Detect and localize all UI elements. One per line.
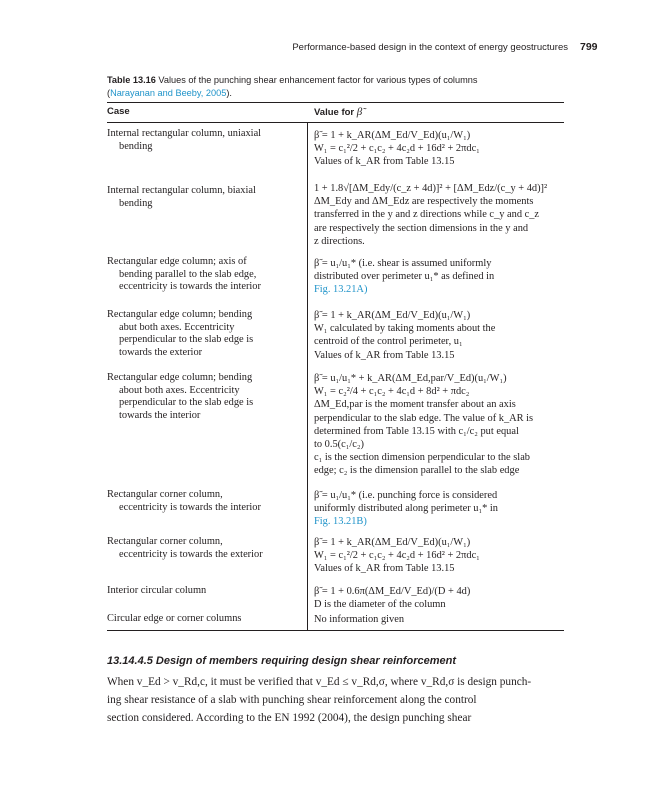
section-heading: 13.14.4.5 Design of members requiring design shear reinforcement — [107, 655, 457, 667]
value-text: Values of k_AR from Table 13.15 — [314, 156, 455, 168]
case-text: Circular edge or corner columns — [107, 613, 242, 624]
table-row-value — [314, 489, 566, 529]
table-row-value — [314, 536, 566, 576]
value-text: W₁ = c₁²/2 + c₁c₂ + 4c₂d + 16d² + 2πdc₁ — [314, 550, 480, 562]
value-text: No information given — [314, 614, 405, 625]
case-text: perpendicular to the slab edge is — [119, 334, 254, 346]
page-number: 799 — [580, 41, 598, 53]
value-text: z directions. — [314, 235, 365, 247]
value-text: determined from Table 13.15 with c₁/c₂ put equal — [314, 425, 519, 437]
case-text: abut both axes. Eccentricity — [119, 321, 235, 333]
body-paragraph — [107, 673, 567, 727]
value-text: edge; c₂ is the dimension parallel to the slab edge — [314, 465, 520, 477]
value-text: Values of k_AR from Table 13.15 — [314, 349, 455, 361]
case-text: Rectangular edge column; bending — [107, 309, 253, 320]
value-text: W₁ = c₁²/2 + c₁c₂ + 4c₂d + 16d² + 2πdc₁ — [314, 143, 480, 155]
value-text: Values of k_AR from Table 13.15 — [314, 563, 455, 575]
case-text: perpendicular to the slab edge is — [119, 397, 254, 409]
table-column-divider — [307, 123, 308, 631]
table-row-case — [107, 256, 299, 294]
value-text: β̃ = 1 + k_AR(ΔM_Ed/V_Ed)(u₁/W₁) — [314, 310, 471, 321]
table-title: Values of the punching shear enhancement factor for various types of columns — [158, 75, 478, 85]
value-text: ΔM_Edy and ΔM_Edz are respectively the moments — [314, 196, 534, 208]
table-row-case — [107, 128, 299, 153]
value-text: W₁ calculated by taking moments about the — [314, 323, 496, 335]
value-text: β̃ = u₁/u₁* (i.e. shear is assumed uniformly — [314, 258, 492, 269]
value-text: perpendicular to the slab edge. The value of k_AR is — [314, 412, 534, 424]
case-text: towards the exterior — [119, 346, 203, 358]
value-text: β̃ = 1 + k_AR(ΔM_Ed/V_Ed)(u₁/W₁) — [314, 130, 471, 141]
case-text: about both axes. Eccentricity — [119, 384, 240, 396]
table-row-value — [314, 257, 566, 297]
case-text: Rectangular edge column; bending — [107, 372, 253, 383]
case-text: eccentricity is towards the interior — [119, 501, 261, 513]
case-text: bending — [119, 197, 153, 209]
table-row-value — [314, 182, 566, 248]
table-bottom-rule — [107, 630, 564, 631]
table-caption: Table 13.16 Values of the punching shear enhancement factor for various types of columns (Narayanan and Beeby, 2005). — [107, 75, 478, 98]
table-row-value — [314, 613, 566, 626]
table-row-case — [107, 489, 299, 514]
paragraph-line: ing shear resistance of a slab with punching shear reinforcement along the control — [107, 694, 477, 706]
table-header-rule — [107, 122, 564, 123]
case-text: towards the interior — [119, 409, 201, 421]
value-text: uniformly distributed along perimeter u₁* in — [314, 503, 498, 515]
case-text: eccentricity is towards the exterior — [119, 548, 263, 560]
value-text: D is the diameter of the column — [314, 599, 446, 611]
case-text: Internal rectangular column, uniaxial — [107, 128, 262, 139]
case-text: Rectangular edge column; axis of — [107, 256, 247, 267]
table-row-value — [314, 309, 566, 362]
value-text: 1 + 1.8√[ΔM_Edy/(c_z + 4d)]² + [ΔM_Edz/(c_y + 4d)]² — [314, 183, 548, 194]
running-head: Performance-based design in the context of energy geostructures — [292, 42, 568, 53]
value-text: β̃ = u₁/u₁* + k_AR(ΔM_Ed,par/V_Ed)(u₁/W₁) — [314, 373, 507, 384]
paragraph-line: When v_Ed > v_Rd,c, it must be verified that v_Ed ≤ v_Rd,σ, where v_Rd,σ is design punch- — [107, 676, 532, 688]
table-row-case — [107, 536, 299, 561]
table-row-case — [107, 613, 299, 626]
table-row-value — [314, 372, 566, 478]
column-header-case: Case — [107, 106, 130, 117]
column-header-value — [314, 106, 362, 118]
value-text: distributed over perimeter u₁* as defined in — [314, 271, 495, 283]
table-row-case — [107, 185, 299, 210]
table-row-value — [314, 585, 566, 611]
beta-symbol: β̃ — [356, 106, 363, 118]
table-row-case — [107, 372, 299, 422]
value-text: c₁ is the section dimension perpendicular to the slab — [314, 452, 530, 464]
case-text: bending — [119, 140, 153, 152]
case-text: Internal rectangular column, biaxial — [107, 185, 256, 196]
table-top-rule — [107, 102, 564, 103]
value-text: ΔM_Ed,par is the moment transfer about an axis — [314, 399, 516, 411]
table-reference-link[interactable]: Narayanan and Beeby, 2005 — [110, 88, 227, 98]
value-text: W₁ = c₂²/4 + c₁c₂ + 4c₁d + 8d² + πdc₂ — [314, 386, 470, 398]
value-text: centroid of the control perimeter, u₁ — [314, 336, 463, 348]
value-text: β̃ = 1 + k_AR(ΔM_Ed/V_Ed)(u₁/W₁) — [314, 537, 471, 548]
table-number: Table 13.16 — [107, 75, 156, 85]
case-text: Interior circular column — [107, 585, 207, 596]
value-text: to 0.5(c₁/c₂) — [314, 439, 364, 451]
value-text: β̃ = u₁/u₁* (i.e. punching force is considered — [314, 490, 498, 501]
figure-link[interactable]: Fig. 13.21A) — [314, 284, 368, 296]
case-text: eccentricity is towards the interior — [119, 281, 261, 293]
column-header-value-label: Value for — [314, 107, 355, 118]
paragraph-line: section considered. According to the EN 1992 (2004), the design punching shear — [107, 712, 472, 724]
figure-link[interactable]: Fig. 13.21B) — [314, 516, 367, 528]
case-text: bending parallel to the slab edge, — [119, 268, 257, 280]
case-text: Rectangular corner column, — [107, 489, 223, 500]
table-row-case — [107, 309, 299, 359]
value-text: β̃ = 1 + 0.6π(ΔM_Ed/V_Ed)/(D + 4d) — [314, 586, 471, 597]
table-row-case — [107, 585, 299, 598]
value-text: transferred in the y and z directions while c_y and c_z — [314, 209, 540, 221]
table-row-value — [314, 129, 566, 169]
case-text: Rectangular corner column, — [107, 536, 223, 547]
value-text: are respectively the section dimensions in the y and — [314, 222, 529, 234]
